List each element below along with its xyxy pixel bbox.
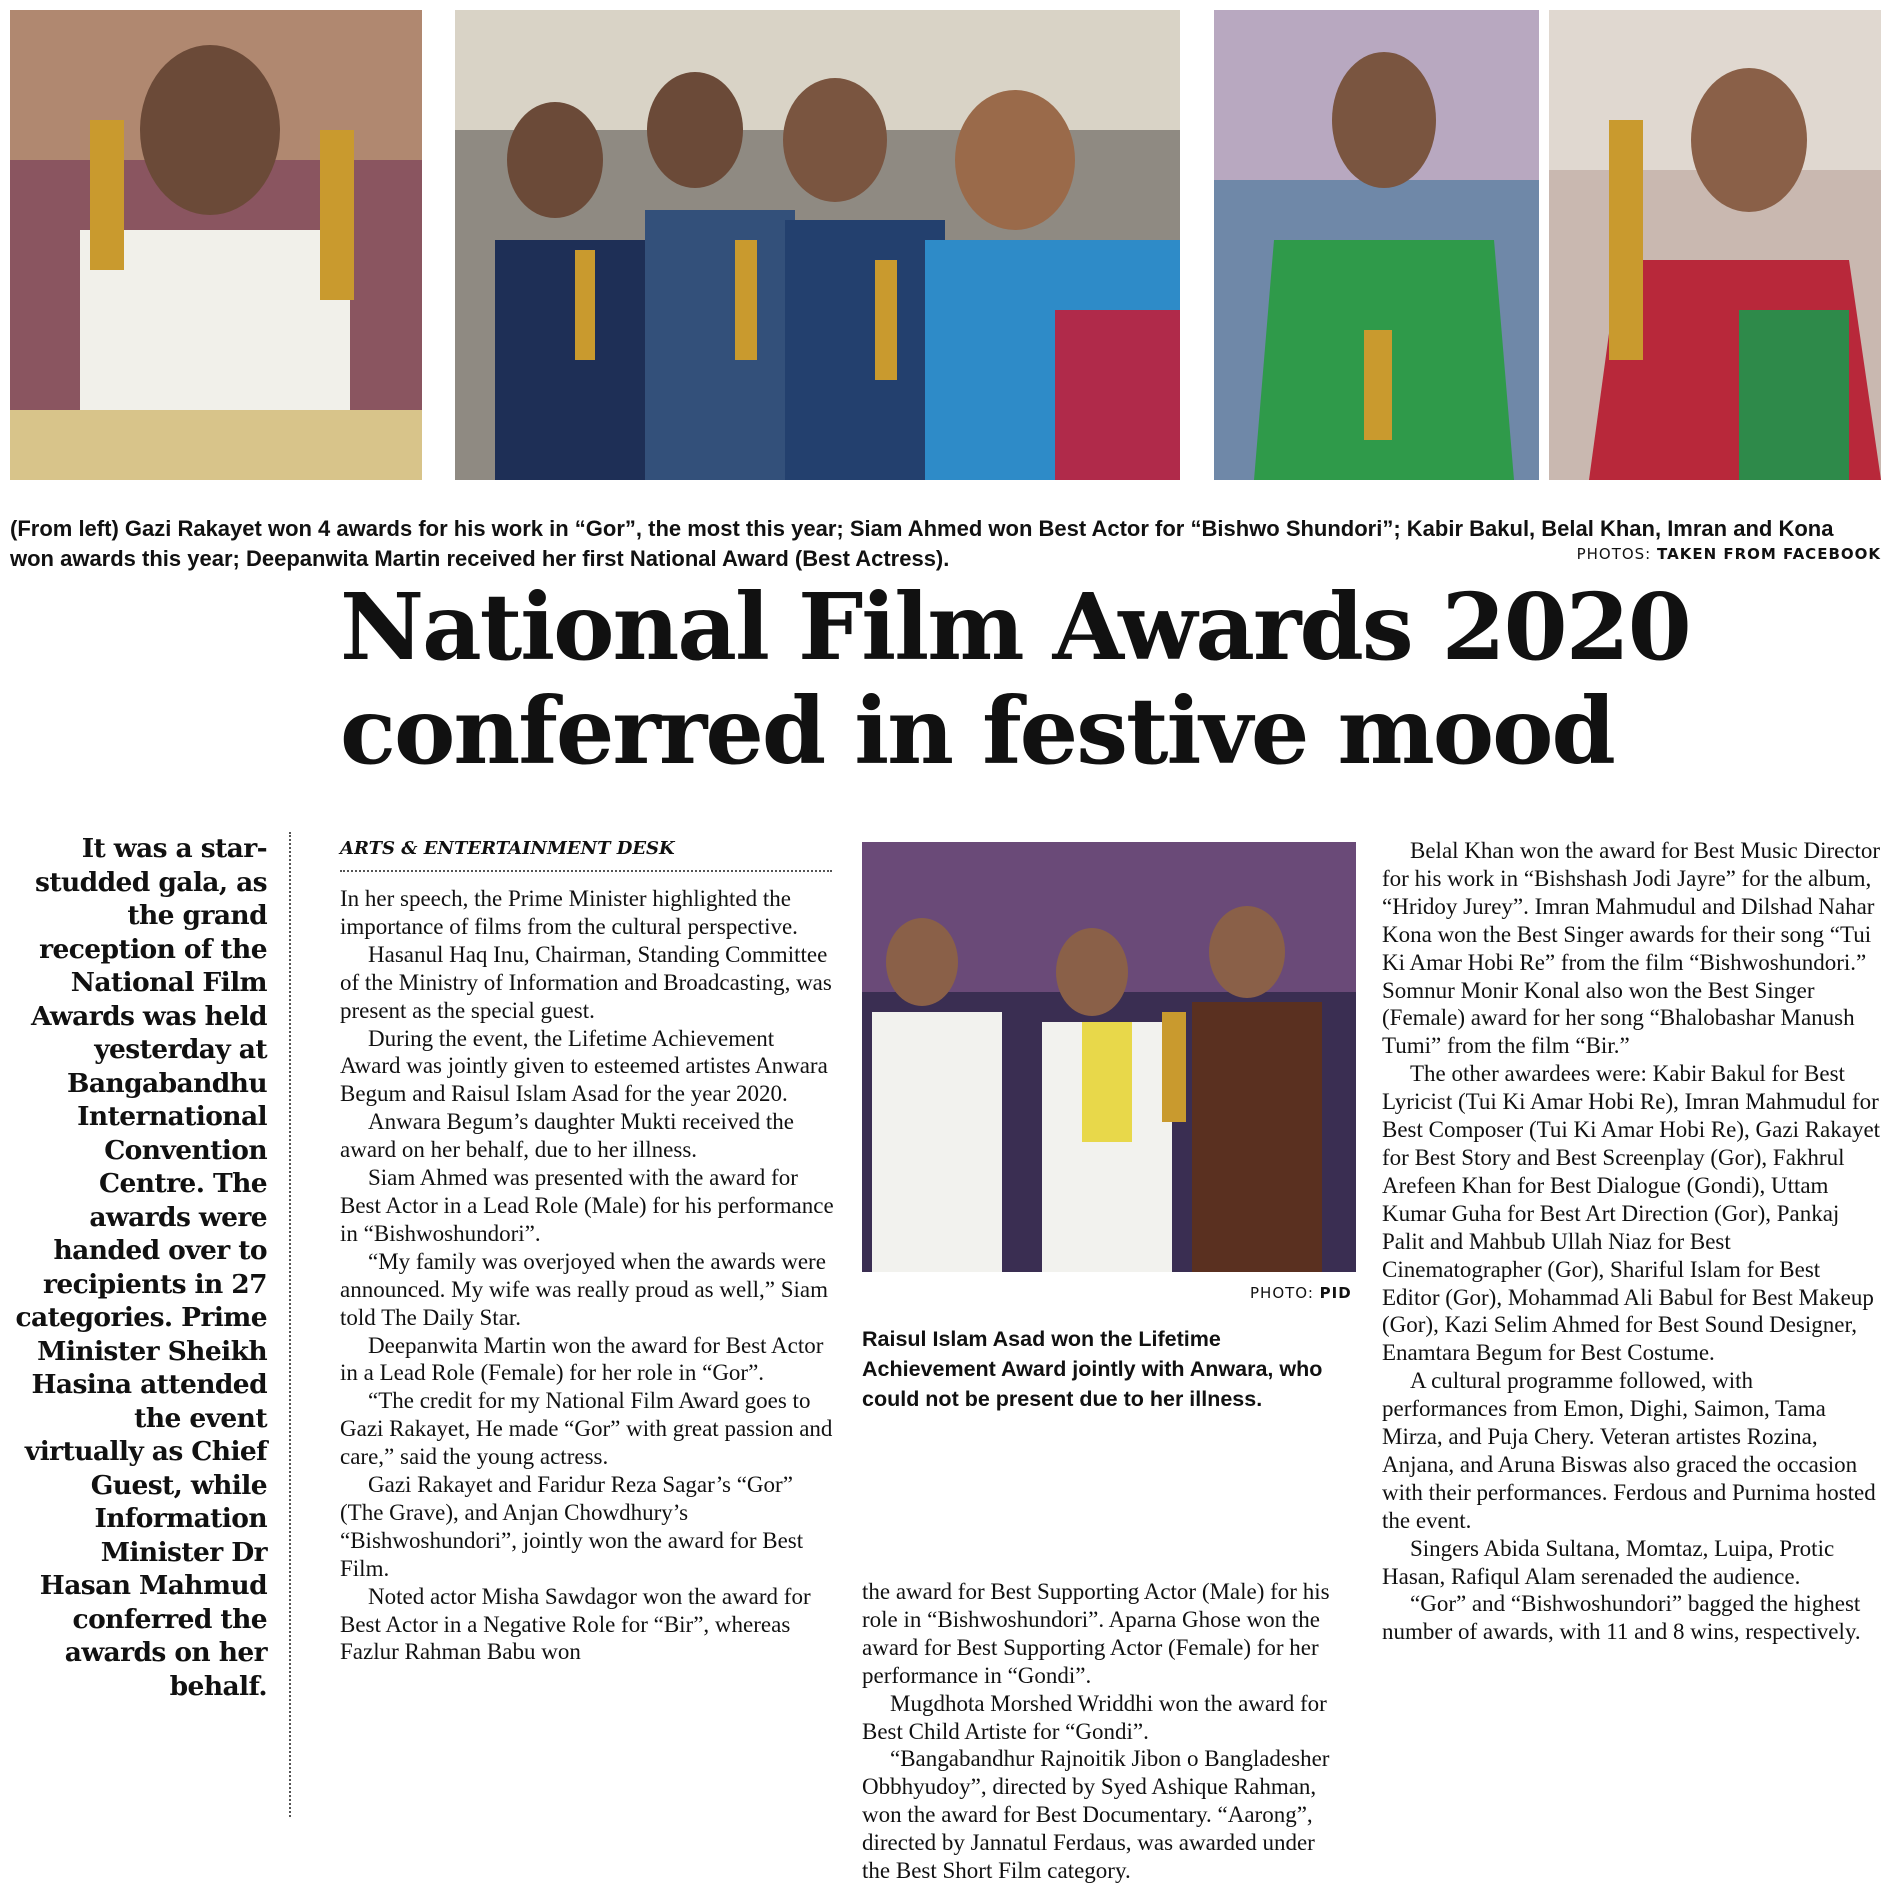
paragraph: Singers Abida Sultana, Momtaz, Luipa, Protic Hasan, Rafiqul Alam serenaded the audience. xyxy=(1382,1535,1835,1589)
byline: ARTS & ENTERTAINMENT DESK xyxy=(340,838,675,859)
photo-credit-pid: PHOTO: PID xyxy=(1250,1284,1352,1302)
paragraph: “The credit for my National Film Award goes to Gazi Rakayet, He made “Gor” with great passion and care,” said the young actress. xyxy=(340,1388,833,1470)
photo-credit: PHOTOS: TAKEN FROM FACEBOOK xyxy=(1576,545,1881,563)
photo-kabir-bakul xyxy=(1214,10,1539,480)
photo-gazi-rakayet xyxy=(10,10,422,480)
headline xyxy=(340,575,1790,783)
paragraph: Belal Khan won the award for Best Music Director for his work in “Bishshash Jodi Jayre” for the album, “Hridoy Jurey”. Imran Mahmudul and Dilshad Nahar Kona won the Best Singer awards for their song “Tui Ki Amar Hobi Re” from the film “Bishwoshundori.” Somnur Monir Konal also won the Best Singer (Female) award for her song “Bhalobashar Manush Tumi” from the film “Bir.” xyxy=(1382,838,1881,1059)
article-column-2 xyxy=(862,1578,1340,1885)
pull-quote: It was a star-studded gala, as the grand reception of the National Film Awards was held yesterday at Bangabandhu International Convention Centre. The awards were handed over to recipients in 27 categories. Prime Minister Sheikh Hasina attended the event virtually as Chief Guest, while Information Minister Dr Hasan Mahmud conferred the awards on her behalf. xyxy=(15,833,267,1702)
paragraph: Siam Ahmed was presented with the award for Best Actor in a Lead Role (Male) for his performance in “Bishwoshundori”. xyxy=(340,1165,834,1246)
byline-divider xyxy=(340,870,832,872)
paragraph: The other awardees were: Kabir Bakul for Best Lyricist (Tui Ki Amar Hobi Re), Imran Mahmudul for Best Composer (Tui Ki Amar Hobi Re), Gazi Rakayet for Best Story and Best Screenplay (Gor), Fakhrul Arefeen Khan for Best Dialogue (Gondi), Uttam Kumar Guha for Best Art Direction (Gor), Pankaj Palit and Mahbub Ullah Niaz for Best Cinematographer (Gor), Shariful Islam for Best Editor (Gor), Mohammad Ali Babul for Best Makeup (Gor), Kazi Selim Ahmed for Best Sound Designer, Enamtara Begum for Best Costume. xyxy=(1382,1061,1881,1366)
headline-line-2: conferred in festive mood xyxy=(340,677,1614,785)
paragraph: Deepanwita Martin won the award for Best Actor in a Lead Role (Female) for her role in “Gor”. xyxy=(340,1332,824,1386)
photo-lifetime-achievement-award xyxy=(862,842,1356,1272)
paragraph: Anwara Begum’s daughter Mukti received the award on her behalf, due to her illness. xyxy=(340,1109,795,1163)
column-divider xyxy=(289,832,291,1817)
paragraph: During the event, the Lifetime Achievement Award was jointly given to esteemed artistes Anwara Begum and Raisul Islam Asad for the year 2020. xyxy=(340,1025,828,1107)
paragraph: the award for Best Supporting Actor (Male) for his role in “Bishwoshundori”. Aparna Ghose won the award for Best Supporting Actor (Female) for her performance in “Gondi”. xyxy=(862,1579,1330,1688)
paragraph: Mugdhota Morshed Wriddhi won the award for Best Child Artiste for “Gondi”. xyxy=(862,1690,1327,1744)
photo-caption: (From left) Gazi Rakayet won 4 awards for his work in “Gor”, the most this year; Siam Ahmed won Best Actor for “Bishwo Shundori”; Kabir Bakul, Belal Khan, Imran and Kona won awards this year; Deepanwita Martin received her first National Award (Best Actress). xyxy=(10,516,1834,571)
paragraph: Hasanul Haq Inu, Chairman, Standing Committee of the Ministry of Information and Broadcasting, was present as the special guest. xyxy=(340,941,832,1023)
paragraph: “Bangabandhur Rajnoitik Jibon o Bangladesher Obbhyudoy”, directed by Syed Ashique Rahman, won the award for Best Documentary. “Aarong”, directed by Jannatul Ferdaus, was awarded under the Best Short Film category. xyxy=(862,1746,1330,1884)
paragraph: “Gor” and “Bishwoshundori” bagged the highest number of awards, with 11 and 8 wins, respectively. xyxy=(1382,1591,1861,1645)
headline-line-1: National Film Awards 2020 xyxy=(340,573,1690,681)
paragraph: A cultural programme followed, with performances from Emon, Dighi, Saimon, Tama Mirza, and Puja Chery. Veteran artistes Rozina, Anjana, and Aruna Biswas also graced the occasion with their performances. Ferdous and Purnima hosted the event. xyxy=(1382,1368,1876,1533)
paragraph: “My family was overjoyed when the awards were announced. My wife was really proud as well,” Siam told The Daily Star. xyxy=(340,1248,828,1330)
photo-caption-pid: Raisul Islam Asad won the Lifetime Achievement Award jointly with Anwara, who could not be present due to her illness. xyxy=(862,1327,1323,1411)
paragraph: Noted actor Misha Sawdagor won the award for Best Actor in a Negative Role for “Bir”, whereas Fazlur Rahman Babu won xyxy=(340,1583,811,1665)
paragraph: In her speech, the Prime Minister highlighted the importance of films from the cultural perspective. xyxy=(340,886,798,939)
photo-deepanwita-martin xyxy=(1549,10,1881,480)
article-column-3 xyxy=(1382,837,1882,1646)
photo-award-winners-group xyxy=(455,10,1180,480)
article-column-1 xyxy=(340,885,837,1666)
paragraph: Gazi Rakayet and Faridur Reza Sagar’s “Gor” (The Grave), and Anjan Chowdhury’s “Bishwoshundori”, jointly won the award for Best Film. xyxy=(340,1472,804,1581)
